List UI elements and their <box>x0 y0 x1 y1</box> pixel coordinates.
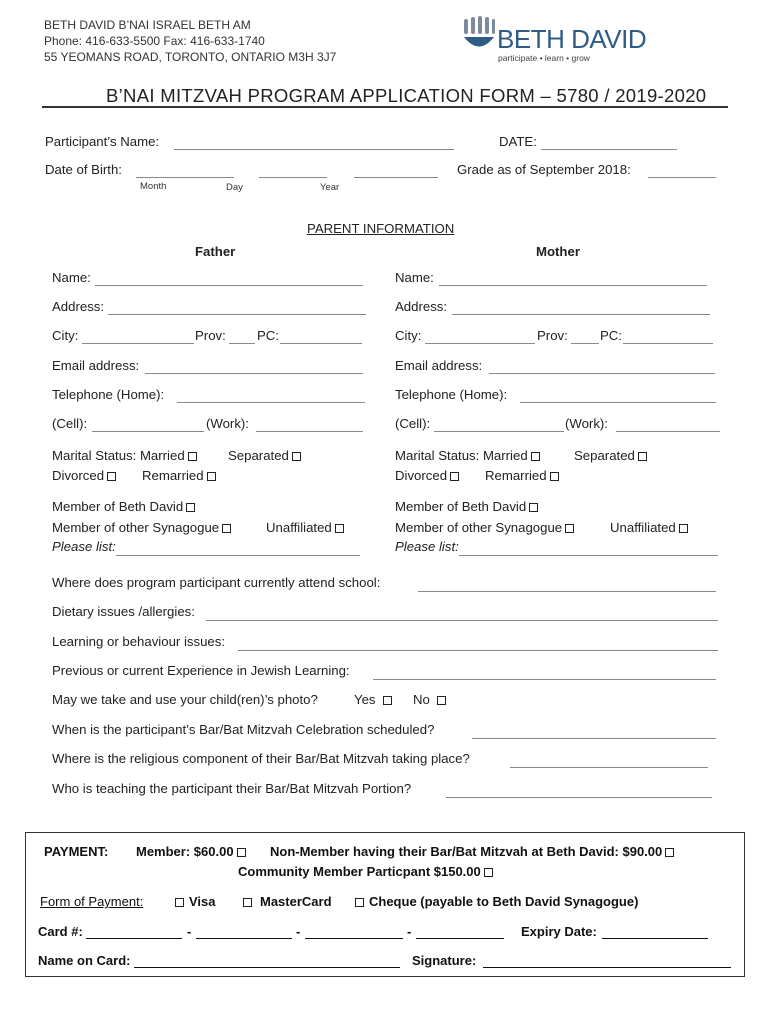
teaching-question-label: Who is teaching the participant their Bar/Bat Mitzvah Portion? <box>52 781 412 796</box>
dob-day-field[interactable] <box>259 177 327 178</box>
card-number-part2-field[interactable] <box>196 938 292 939</box>
date-field[interactable] <box>541 149 677 150</box>
community-fee-checkbox[interactable] <box>484 868 493 877</box>
mother-other-syn-label: Member of other Synagogue <box>395 520 563 535</box>
religious-field[interactable] <box>510 767 708 768</box>
father-telephone-label: Telephone (Home): <box>52 387 165 402</box>
mother-telephone-field[interactable] <box>520 402 716 403</box>
mother-address-label: Address: <box>395 299 448 314</box>
logo-tagline: participate • learn • grow <box>498 53 590 63</box>
card-dash-3: - <box>407 924 412 939</box>
org-address: 55 YEOMANS ROAD, TORONTO, ONTARIO M3H 3J7 <box>44 50 337 64</box>
father-other-syn-checkbox[interactable] <box>222 524 231 533</box>
expiry-label: Expiry Date: <box>521 924 597 939</box>
learning-question-label: Learning or behaviour issues: <box>52 634 226 649</box>
mother-name-label: Name: <box>395 270 434 285</box>
father-pc-label: PC: <box>257 328 279 343</box>
parent-info-heading: PARENT INFORMATION <box>307 221 455 236</box>
father-address-field[interactable] <box>108 314 366 315</box>
father-divorced-label: Divorced <box>52 468 105 483</box>
form-title: B’NAI MITZVAH PROGRAM APPLICATION FORM – 5780 / 2019-2020 <box>106 85 707 106</box>
grade-field[interactable] <box>648 177 716 178</box>
father-work-field[interactable] <box>256 431 363 432</box>
mastercard-checkbox[interactable] <box>243 898 252 907</box>
celebration-field[interactable] <box>472 738 716 739</box>
mother-email-field[interactable] <box>489 373 715 374</box>
dietary-field[interactable] <box>206 620 718 621</box>
father-member-label: Member of Beth David <box>52 499 184 514</box>
father-remarried-label: Remarried <box>142 468 204 483</box>
father-email-label: Email address: <box>52 358 140 373</box>
father-email-field[interactable] <box>145 373 363 374</box>
non-member-fee-checkbox[interactable] <box>665 848 674 857</box>
participant-name-label: Participant’s Name: <box>45 134 160 149</box>
mother-pc-field[interactable] <box>623 343 713 344</box>
mother-please-list-field[interactable] <box>459 555 718 556</box>
father-separated-label: Separated <box>228 448 289 463</box>
school-field[interactable] <box>418 591 716 592</box>
photo-yes-label: Yes <box>354 692 376 707</box>
mother-city-label: City: <box>395 328 422 343</box>
mother-city-field[interactable] <box>425 343 535 344</box>
form-of-payment-label: Form of Payment: <box>40 894 144 909</box>
mother-member-label: Member of Beth David <box>395 499 527 514</box>
father-pc-field[interactable] <box>280 343 362 344</box>
dob-month-field[interactable] <box>136 177 234 178</box>
father-name-label: Name: <box>52 270 91 285</box>
name-on-card-field[interactable] <box>134 967 400 968</box>
cheque-label: Cheque (payable to Beth David Synagogue) <box>369 894 639 909</box>
father-heading: Father <box>195 244 236 259</box>
mother-unaffiliated-label: Unaffiliated <box>610 520 676 535</box>
cheque-checkbox[interactable] <box>355 898 364 907</box>
non-member-fee-label: Non-Member having their Bar/Bat Mitzvah at Beth David: $90.00 <box>270 844 663 859</box>
father-telephone-field[interactable] <box>177 402 365 403</box>
payment-label: PAYMENT: <box>44 844 109 859</box>
mother-work-field[interactable] <box>616 431 720 432</box>
mother-member-checkbox[interactable] <box>529 503 538 512</box>
photo-question-label: May we take and use your child(ren)’s photo? <box>52 692 318 707</box>
dob-year-caption: Year <box>320 182 340 193</box>
father-cell-field[interactable] <box>92 431 204 432</box>
mother-name-field[interactable] <box>439 285 707 286</box>
mother-remarried-label: Remarried <box>485 468 547 483</box>
photo-no-label: No <box>413 692 430 707</box>
org-name: BETH DAVID B’NAI ISRAEL BETH AM <box>44 18 251 32</box>
father-please-list-field[interactable] <box>116 555 360 556</box>
father-unaffiliated-label: Unaffiliated <box>266 520 332 535</box>
father-work-label: (Work): <box>206 416 249 431</box>
mother-marital-married-label: Marital Status: Married <box>395 448 528 463</box>
dob-month-caption: Month <box>140 181 167 192</box>
mother-separated-label: Separated <box>574 448 635 463</box>
visa-label: Visa <box>189 894 216 909</box>
card-dash-1: - <box>187 924 192 939</box>
participant-name-field[interactable] <box>174 149 454 150</box>
father-other-syn-label: Member of other Synagogue <box>52 520 220 535</box>
mother-other-syn-checkbox[interactable] <box>565 524 574 533</box>
mother-prov-field[interactable] <box>571 343 599 344</box>
mother-separated-checkbox[interactable] <box>638 452 647 461</box>
teaching-field[interactable] <box>446 797 712 798</box>
mother-prov-label: Prov: <box>537 328 568 343</box>
dietary-question-label: Dietary issues /allergies: <box>52 604 195 619</box>
mother-divorced-checkbox[interactable] <box>450 472 459 481</box>
signature-field[interactable] <box>483 967 731 968</box>
dob-year-field[interactable] <box>354 177 438 178</box>
date-label: DATE: <box>499 134 537 149</box>
mother-telephone-label: Telephone (Home): <box>395 387 508 402</box>
card-number-part4-field[interactable] <box>416 938 504 939</box>
card-number-part3-field[interactable] <box>305 938 403 939</box>
name-on-card-label: Name on Card: <box>38 953 131 968</box>
mother-cell-field[interactable] <box>434 431 564 432</box>
religious-question-label: Where is the religious component of their Bar/Bat Mitzvah taking place? <box>52 751 470 766</box>
member-fee-checkbox[interactable] <box>237 848 246 857</box>
mother-pc-label: PC: <box>600 328 622 343</box>
father-address-label: Address: <box>52 299 105 314</box>
mother-work-label: (Work): <box>565 416 608 431</box>
father-prov-field[interactable] <box>229 343 255 344</box>
father-member-checkbox[interactable] <box>186 503 195 512</box>
father-divorced-checkbox[interactable] <box>107 472 116 481</box>
father-remarried-checkbox[interactable] <box>207 472 216 481</box>
mother-remarried-checkbox[interactable] <box>550 472 559 481</box>
father-prov-label: Prov: <box>195 328 226 343</box>
beth-david-logo-icon <box>462 16 496 54</box>
expiry-field[interactable] <box>602 938 708 939</box>
photo-yes-checkbox[interactable] <box>383 696 392 705</box>
dob-label: Date of Birth: <box>45 162 122 177</box>
mother-email-label: Email address: <box>395 358 483 373</box>
visa-checkbox[interactable] <box>175 898 184 907</box>
card-number-label: Card #: <box>38 924 83 939</box>
mother-unaffiliated-checkbox[interactable] <box>679 524 688 533</box>
photo-no-checkbox[interactable] <box>437 696 446 705</box>
dob-day-caption: Day <box>226 182 243 193</box>
mother-please-list-label: Please list: <box>395 539 459 554</box>
mother-heading: Mother <box>536 244 580 259</box>
father-separated-checkbox[interactable] <box>292 452 301 461</box>
celebration-question-label: When is the participant’s Bar/Bat Mitzvah Celebration scheduled? <box>52 722 435 737</box>
card-dash-2: - <box>296 924 301 939</box>
signature-label: Signature: <box>412 953 477 968</box>
card-number-part1-field[interactable] <box>86 938 182 939</box>
father-cell-label: (Cell): <box>52 416 88 431</box>
school-question-label: Where does program participant currently attend school: <box>52 575 381 590</box>
father-married-checkbox[interactable] <box>188 452 197 461</box>
title-rule <box>42 106 728 108</box>
logo-name: BETH DAVID <box>497 24 647 54</box>
mother-address-field[interactable] <box>452 314 710 315</box>
mother-cell-label: (Cell): <box>395 416 431 431</box>
father-city-label: City: <box>52 328 79 343</box>
experience-field[interactable] <box>373 679 716 680</box>
learning-field[interactable] <box>238 650 718 651</box>
mother-married-checkbox[interactable] <box>531 452 540 461</box>
member-fee-label: Member: $60.00 <box>136 844 234 859</box>
mother-divorced-label: Divorced <box>395 468 448 483</box>
father-name-field[interactable] <box>95 285 363 286</box>
father-marital-married-label: Marital Status: Married <box>52 448 185 463</box>
father-city-field[interactable] <box>82 343 194 344</box>
org-phone-fax: Phone: 416-633-5500 Fax: 416-633-1740 <box>44 34 265 48</box>
grade-label: Grade as of September 2018: <box>457 162 631 177</box>
mastercard-label: MasterCard <box>260 894 332 909</box>
experience-question-label: Previous or current Experience in Jewish Learning: <box>52 663 350 678</box>
father-please-list-label: Please list: <box>52 539 116 554</box>
community-fee-label: Community Member Particpant $150.00 <box>238 864 481 879</box>
father-unaffiliated-checkbox[interactable] <box>335 524 344 533</box>
